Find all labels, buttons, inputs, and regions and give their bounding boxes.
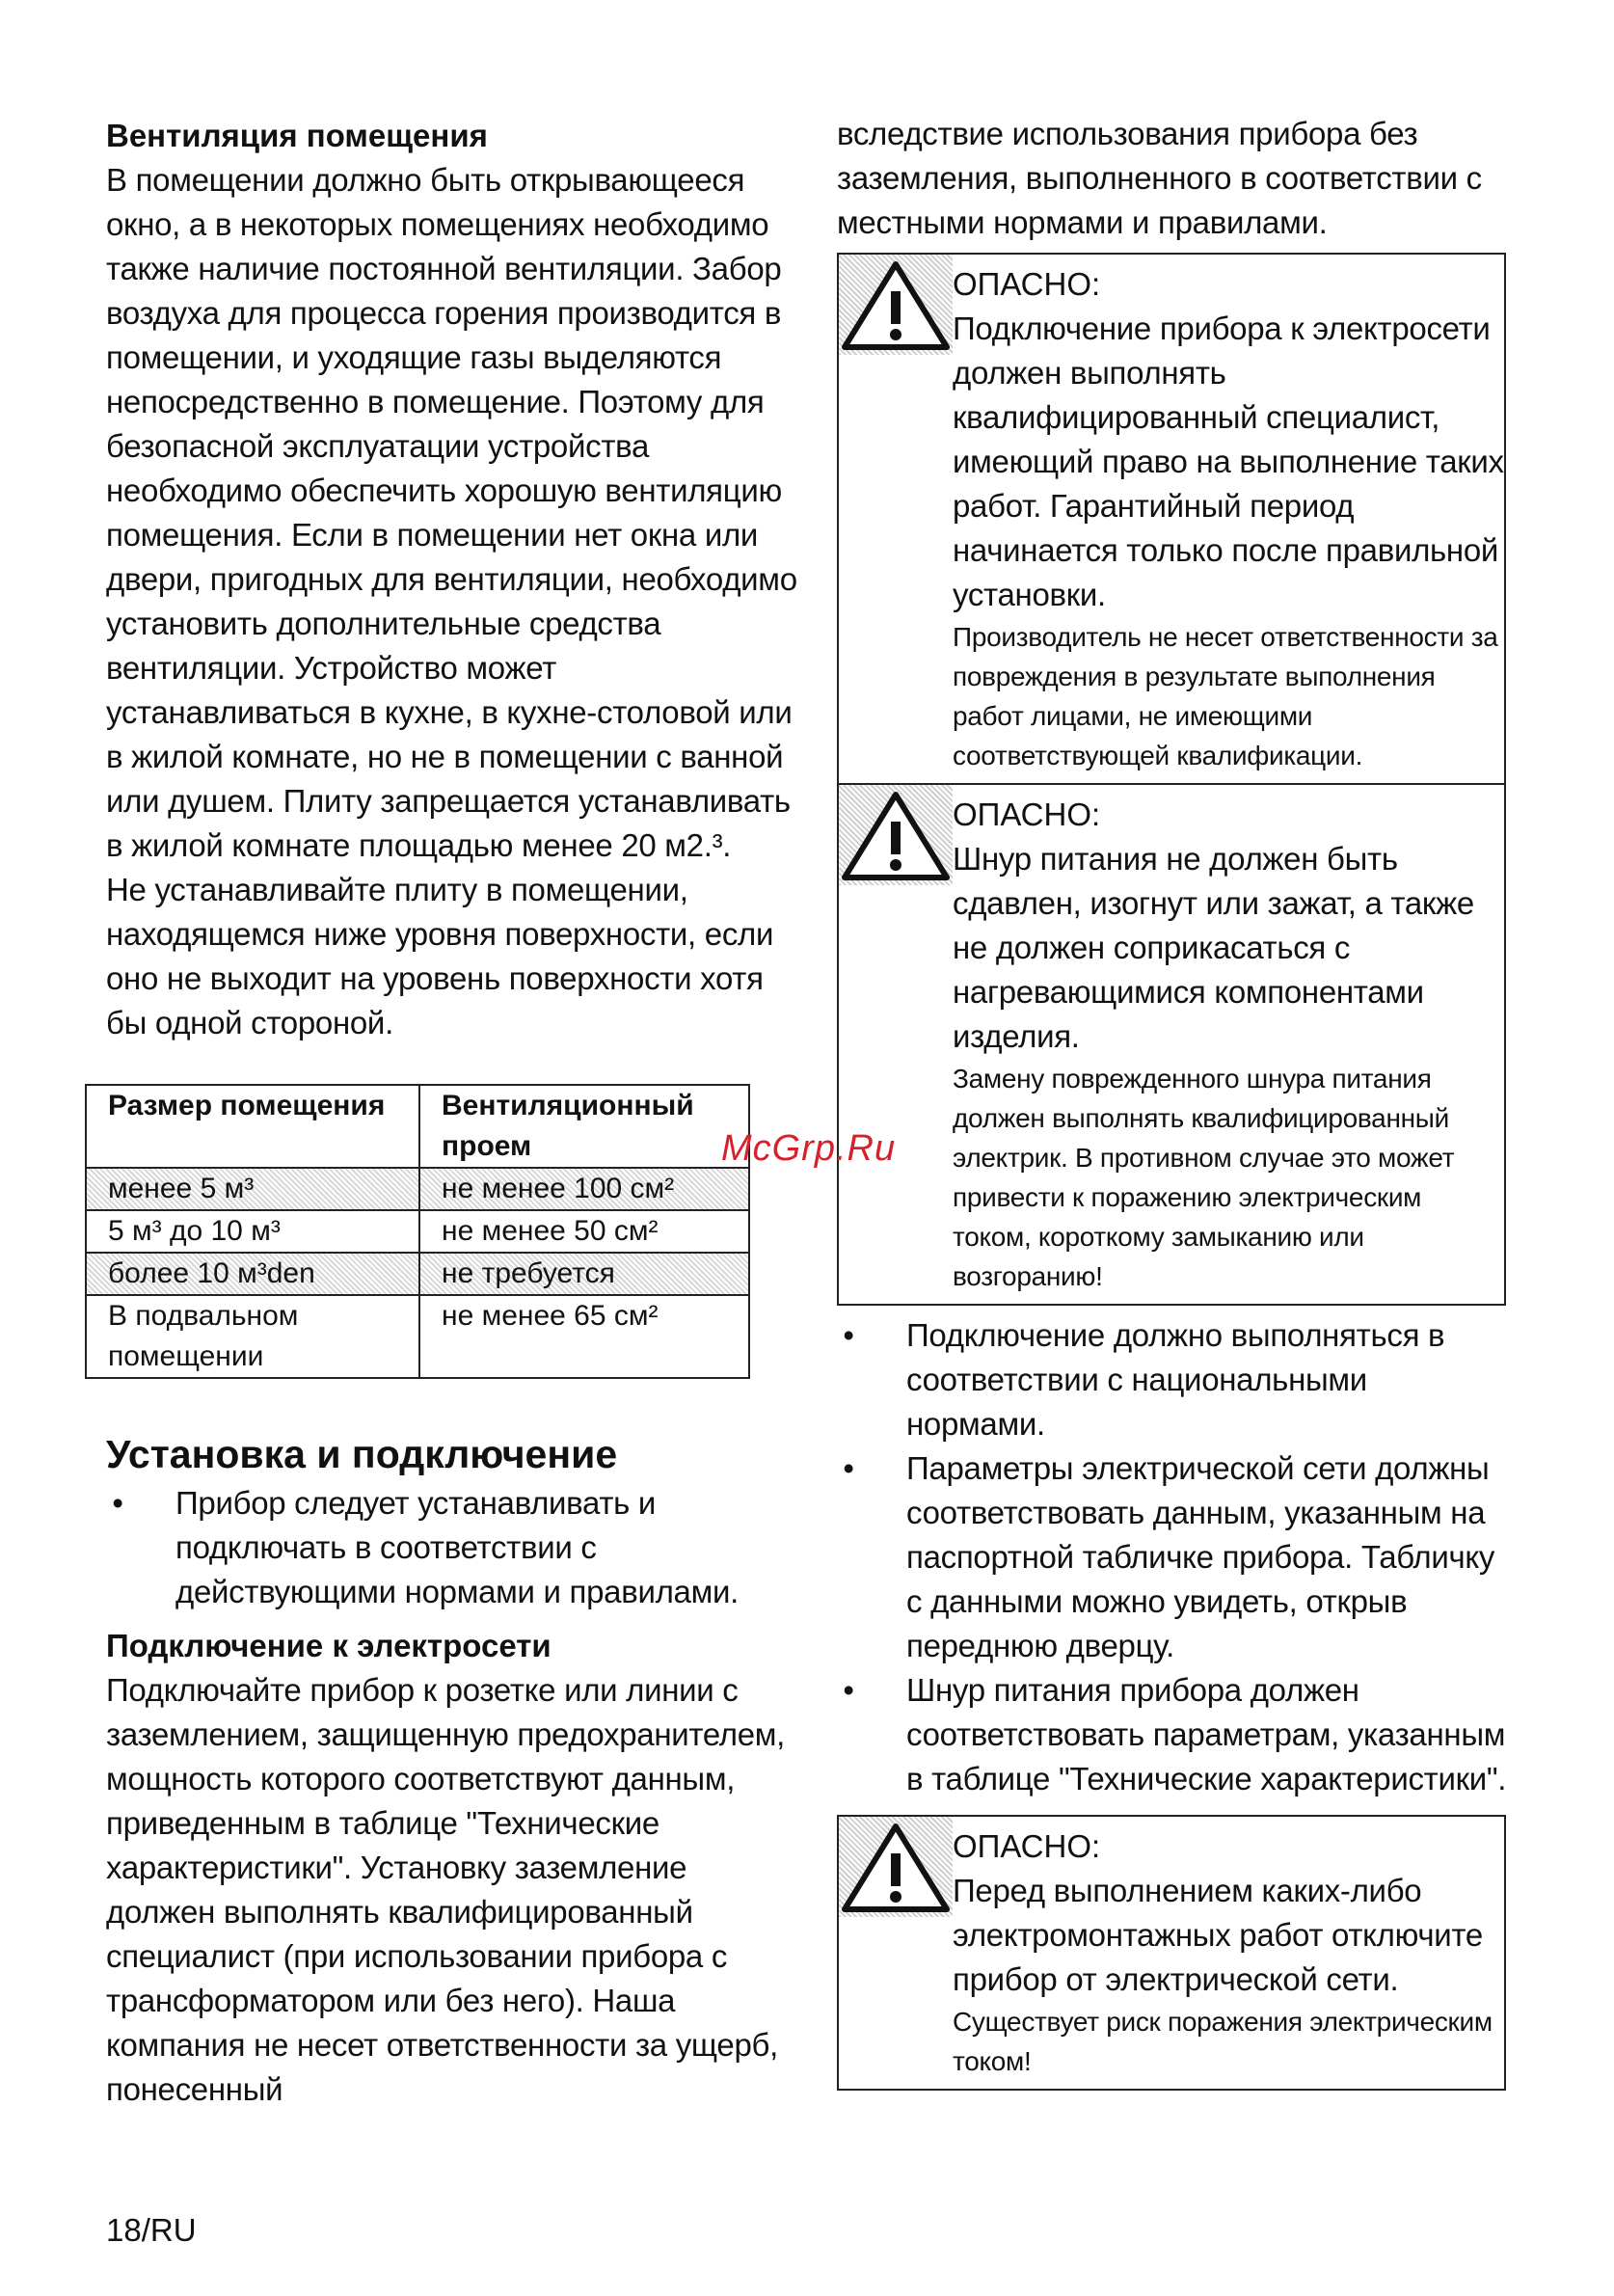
continuation-paragraph: вследствие использования прибора без заземления, выполненного в соответствии с местными нормами и правилами.	[837, 116, 1482, 240]
table-cell-opening: не менее 65 см²	[419, 1295, 749, 1378]
connect-paragraph: Подключайте прибор к розетке или линии с заземлением, защищенную предохранителем, мощность которого соответствуют данным, приведенным в таблице "Технические характеристики". Установку заземление должен выполнять квалифицированный специалист (при использовании прибора с трансформатором или без него). Наша компания не несет ответственности за ущерб, понесенный	[106, 1672, 786, 2107]
list-item	[837, 1668, 1512, 1801]
table-cell-room: 5 м³ до 10 м³	[86, 1210, 419, 1253]
warning-fine-text: Производитель не несет ответственности за повреждения в результате выполнения работ лицами, не имеющими соответствующей квалификации.	[953, 622, 1498, 770]
warning-fine-text: Существует риск поражения электрическим током!	[953, 2007, 1493, 2076]
bullet-marker: •	[843, 1672, 854, 1708]
table-cell-opening: не требуется	[419, 1253, 749, 1295]
warning-box-bottom	[837, 1815, 1506, 2091]
list-item-text: Параметры электрической сети должны соответствовать данным, указанным на паспортной табличке прибора. Табличку с данными можно увидеть, открыв переднюю дверцу.	[906, 1450, 1495, 1663]
list-item	[837, 1446, 1512, 1668]
list-item	[106, 1481, 800, 1614]
warning-title: ОПАСНО:	[953, 266, 1101, 302]
warning-main-text: Шнур питания не должен быть сдавлен, изогнут или зажат, а также не должен соприкасаться с нагревающимися компонентами изделия.	[953, 841, 1474, 1054]
list-item-text: Прибор следует устанавливать и подключать в соответствии с действующими нормами и правилами.	[175, 1485, 739, 1609]
ventilation-paragraph: В помещении должно быть открывающееся окно, а в некоторых помещениях необходимо также наличие постоянной вентиляции. Забор воздуха для процесса горения производится в помещении, и уходящие газы выделяются непосредственно в помещение. Поэтому для безопасной эксплуатации устройства необходимо обеспечить хорошую вентиляцию помещения. Если в помещении нет окна или двери, пригодных для вентиляции, необходимо установить дополнительные средства вентиляции. Устройство может устанавливаться в кухне, в кухне-столовой или в жилой комнате, но не в помещении с ванной или душем. Плиту запрещается устанавливать в жилой комнате площадью менее 20 м2.³.	[106, 162, 797, 863]
install-title: Установка и подключение	[106, 1432, 618, 1476]
warning-power-cord	[839, 785, 1504, 1304]
table-cell-opening: не менее 50 см²	[419, 1210, 749, 1253]
warning-main-text: Перед выполнением каких-либо электромонтажных работ отключите прибор от электрической сети.	[953, 1873, 1483, 1997]
connect-title: Подключение к электросети	[106, 1628, 551, 1663]
list-item	[837, 1313, 1512, 1446]
page-number: 18/RU	[106, 2212, 197, 2248]
list-item-text: Шнур питания прибора должен соответствовать параметрам, указанным в таблице "Технические характеристики".	[906, 1672, 1507, 1796]
table-cell-opening: не менее 100 см²	[419, 1168, 749, 1210]
warning-triangle-icon	[839, 255, 953, 355]
bullet-marker: •	[843, 1450, 854, 1486]
warning-triangle-icon	[839, 785, 953, 885]
table-row	[86, 1253, 749, 1295]
electric-bullet-list	[837, 1313, 1512, 1801]
list-item-text: Подключение должно выполняться в соответствии с национальными нормами.	[906, 1317, 1445, 1442]
warning-title: ОПАСНО:	[953, 1828, 1101, 1864]
ventilation-table	[85, 1084, 750, 1379]
warning-fine-text: Замену поврежденного шнура питания должен выполнять квалифицированный электрик. В противном случае это может привести к поражению электрическим током, короткому замыканию или возгоранию!	[953, 1064, 1455, 1291]
basement-paragraph: Не устанавливайте плиту в помещении, находящемся ниже уровня поверхности, если оно не выходит на уровень поверхности хотя бы одной стороной.	[106, 872, 774, 1040]
warning-main-text: Подключение прибора к электросети должен выполнять квалифицированный специалист, имеющий право на выполнение таких работ. Гарантийный период начинается только после правильной установки.	[953, 311, 1504, 612]
section-title-ventilation: Вентиляция помещения	[106, 118, 488, 153]
table-header-room-size: Размер помещения	[86, 1085, 419, 1168]
right-column	[837, 114, 1512, 2091]
table-row	[86, 1168, 749, 1210]
table-header-row	[86, 1085, 749, 1168]
watermark: McGrp.Ru	[721, 1128, 897, 1169]
table-cell-room: менее 5 м³	[86, 1168, 419, 1210]
table-row	[86, 1295, 749, 1378]
table-row	[86, 1210, 749, 1253]
warning-triangle-icon	[839, 1817, 953, 1917]
table-cell-room: В подвальном помещении	[86, 1295, 419, 1378]
warning-electric-connection	[839, 255, 1504, 785]
install-bullet-list	[106, 1481, 800, 1614]
table-cell-room: более 10 м³den	[86, 1253, 419, 1295]
warning-box-top	[837, 253, 1506, 1306]
bullet-marker: •	[112, 1485, 123, 1521]
left-column	[106, 114, 800, 2112]
warning-disconnect-power	[839, 1817, 1504, 2089]
warning-title: ОПАСНО:	[953, 797, 1101, 832]
table-header-opening: Вентиляционный проем	[419, 1085, 749, 1168]
bullet-marker: •	[843, 1317, 854, 1353]
